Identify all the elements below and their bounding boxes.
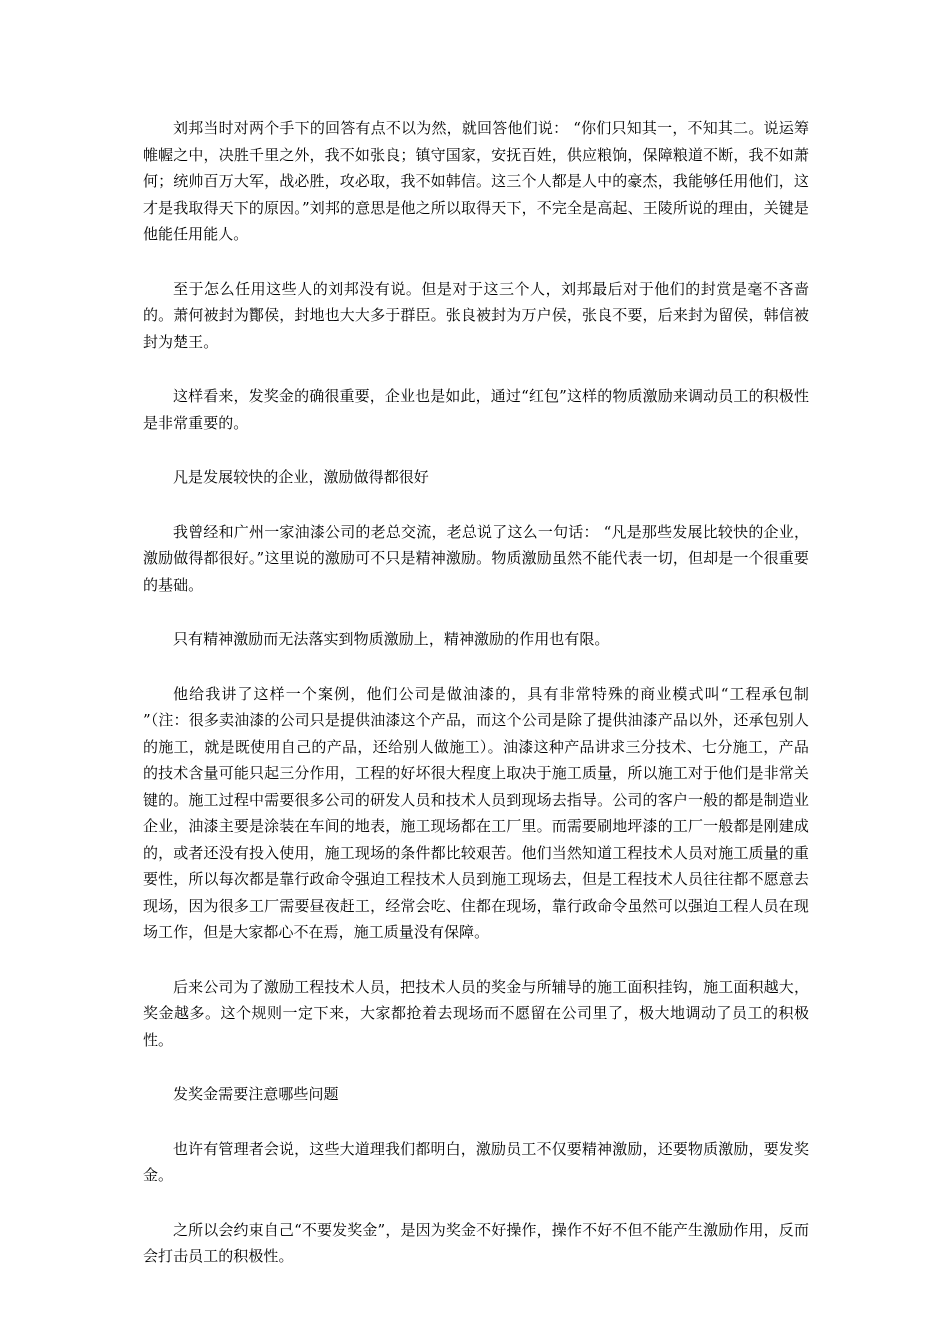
paragraph-rewards: 至于怎么任用这些人的刘邦没有说。但是对于这三个人，刘邦最后对于他们的封赏是毫不吝啬的。萧何被封为酇侯，封地也大大多于群臣。张良被封为万户侯，张良不要，后来封为留侯，韩信被封为楚王。 bbox=[143, 279, 809, 351]
paragraph-managers-say: 也许有管理者会说，这些大道理我们都明白，激励员工不仅要精神激励，还要物质激励，要发奖金。 bbox=[143, 1139, 809, 1184]
paragraph-bonus-importance: 这样看来，发奖金的确很重要，企业也是如此，通过“红包”这样的物质激励来调动员工的积极性是非常重要的。 bbox=[143, 387, 809, 432]
section-heading-bonus-issues: 发奖金需要注意哪些问题 bbox=[173, 1085, 339, 1103]
paragraph-case-study: 他给我讲了这样一个案例，他们公司是做油漆的，具有非常特殊的商业模式叫“工程承包制 ”（注：很多卖油漆的公司只是提供油漆这个产品，而这个公司是除了提供油漆产品以外，还承包别人的施工，就是既使用自己的产品，还给别人做施工）。油漆这种产品讲求三分技术、七分施工，产品的技术含量可能只起三分作用，工程的好坏很大程度上取决于施工质量，所以施工对于他们是非常关键的。施工过程中需要很多公司的研发人员和技术人员到现场去指导。公司的客户一般的都是制造业企业，油漆主要是涂装在车间的地表，施工现场都在工厂里。而需要刷地坪漆的工厂一般都是刚建成的，或者还没有投入使用，施工现场的条件都比较艰苦。他们当然知道工程技术人员对施工质量的重要性，所以每次都是靠行政命令强迫工程技术人员到施工现场去，但是工程技术人员往往都不愿意去现场，因为很多工厂需要昼夜赶工，经常会吃、住都在现场，靠行政命令虽然可以强迫工程人员在现场工作，但是大家都心不在焉，施工质量没有保障。 bbox=[143, 684, 809, 941]
paragraph-spiritual-limits: 只有精神激励而无法落实到物质激励上，精神激励的作用也有限。 bbox=[173, 630, 610, 648]
document-body bbox=[143, 115, 809, 1298]
paragraph-liu-bang-reply: 刘邦当时对两个手下的回答有点不以为然，就回答他们说： “你们只知其一，不知其二。说运筹帷幄之中，决胜千里之外，我不如张良；镇守国家，安抚百姓，供应粮饷，保障粮道不断，我不如萧何；统帅百万大军，战必胜，攻必取，我不如韩信。这三个人都是人中的豪杰，我能够任用他们，这才是我取得天下的原因。”刘邦的意思是他之所以取得天下，不完全是高起、王陵所说的理由，关键是他能任用能人。 bbox=[143, 119, 809, 243]
paragraph-bonus-difficulty: 之所以会约束自己“不要发奖金”，是因为奖金不好操作，操作不好不但不能产生激励作用，反而会打击员工的积极性。 bbox=[143, 1220, 809, 1265]
section-heading-fast-growth: 凡是发展较快的企业，激励做得都很好 bbox=[173, 468, 429, 486]
paragraph-bonus-link: 后来公司为了激励工程技术人员，把技术人员的奖金与所辅导的施工面积挂钩，施工面积越大，奖金越多。这个规则一定下来，大家都抢着去现场而不愿留在公司里了，极大地调动了员工的积极性。 bbox=[143, 977, 809, 1049]
paragraph-paint-company-talk: 我曾经和广州一家油漆公司的老总交流，老总说了这么一句话： “凡是那些发展比较快的企业，激励做得都很好。”这里说的激励可不只是精神激励。物质激励虽然不能代表一切，但却是一个很重要的基础。 bbox=[143, 522, 809, 594]
